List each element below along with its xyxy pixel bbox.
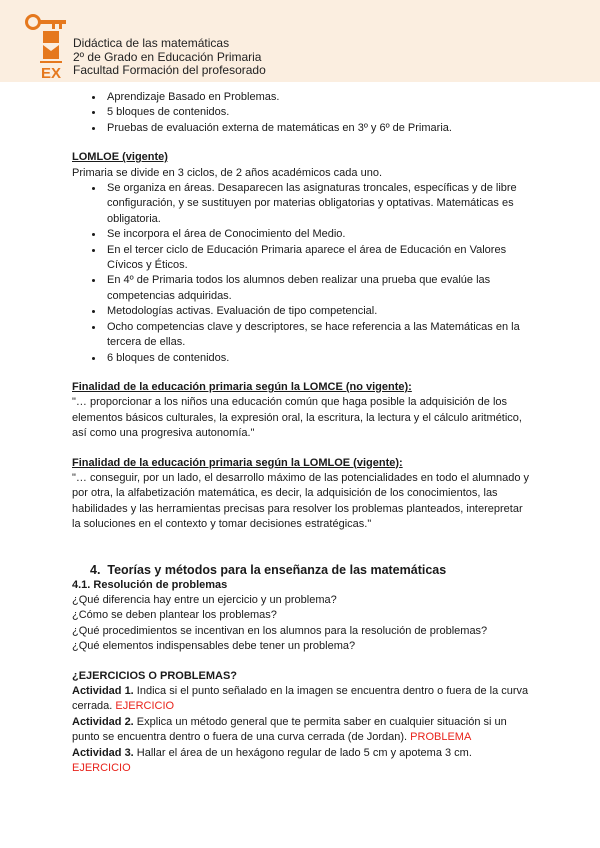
question-4: ¿Qué elementos indispensables debe tener un problema?: [72, 640, 356, 653]
activity-text: Indica si el punto señalado en la imagen se encuentra dentro o fuera de la curva cerrada.: [72, 685, 529, 713]
section-title: Teorías y métodos para la enseñanza de las matemáticas: [107, 562, 447, 577]
finalidad-lomce-quote: "… proporcionar a los niños una educación común que haga posible la adquisición de los elementos básicos culturales, la expresión oral, la escritura, la lectura y el cálculo aritmético, así como una progresiva autonomía.": [72, 396, 522, 440]
activity-2: [72, 715, 532, 746]
activity-tag: EJERCICIO: [115, 700, 175, 713]
subsection-heading: 4.1. Resolución de problemas: [72, 578, 228, 591]
lomce-list-continued: [72, 90, 532, 136]
lomloe-list: [72, 181, 532, 366]
list-item: • Se incorpora el área de Conocimiento del Medio.: [104, 227, 532, 242]
activity-tag: PROBLEMA: [410, 731, 472, 744]
faculty-name: Facultad Formación del profesorado: [73, 63, 266, 77]
finalidad-lomloe-heading: Finalidad de la educación primaria según la LOMLOE (vigente):: [72, 456, 403, 469]
section-number: 4.: [90, 562, 101, 577]
activity-text: Explica un método general que te permita saber en cualquier situación si un punto se encuentra dentro o fuera de una curva cerrada (de Jordan).: [72, 715, 507, 744]
lomloe-heading: LOMLOE (vigente): [72, 151, 168, 164]
ejercicios-heading: ¿EJERCICIOS O PROBLEMAS?: [72, 669, 238, 682]
question-3: ¿Qué procedimientos se incentivan en los alumnos para la resolución de problemas?: [72, 624, 488, 637]
list-item: • Ocho competencias clave y descriptores, se hace referencia a las Matemáticas en la tercera de ellas.: [104, 320, 532, 351]
lomloe-intro: Primaria se divide en 3 ciclos, de 2 años académicos cada uno.: [72, 166, 383, 179]
activity-3: [72, 746, 532, 777]
finalidad-lomce-heading: Finalidad de la educación primaria según la LOMCE (no vigente):: [72, 380, 412, 393]
course-title: Didáctica de las matemáticas: [73, 36, 230, 50]
list-item: • 6 bloques de contenidos.: [104, 351, 532, 366]
activity-label: Actividad 1.: [72, 685, 134, 697]
activity-label: Actividad 3.: [72, 746, 134, 759]
activity-label: Actividad 2.: [72, 715, 134, 728]
course-degree: 2º de Grado en Educación Primaria: [73, 49, 262, 64]
list-item: • Aprendizaje Basado en Problemas.: [104, 90, 532, 105]
activity-1: [72, 684, 532, 715]
list-item: • Pruebas de evaluación externa de matemáticas en 3º y 6º de Primaria.: [104, 121, 532, 136]
question-2: ¿Cómo se deben plantear los problemas?: [72, 609, 277, 622]
activity-tag: EJERCICIO: [72, 762, 131, 775]
header-text: [73, 37, 266, 78]
activity-text: Hallar el área de un hexágono regular de lado 5 cm y apotema 3 cm.: [133, 746, 472, 759]
list-item: • 5 bloques de contenidos.: [104, 105, 532, 120]
document-body: [72, 90, 532, 776]
logo-text: EX: [40, 65, 62, 80]
finalidad-lomloe-quote: "… conseguir, por un lado, el desarrollo máximo de las potencialidades en todo el alumnado y por otra, la alfabetización matemática, es decir, la adquisición de los conocimientos, las habilidades y las herramientas precisas para resolver los problemas planteados, interepretar la soluciones en el contexto y tomar decisiones estratégicas.": [72, 471, 530, 531]
university-logo: [24, 14, 68, 80]
list-item: • En 4º de Primaria todos los alumnos deben realizar una prueba que evalúe las competencias adquiridas.: [104, 273, 532, 304]
list-item: • Metodologías activas. Evaluación de tipo competencial.: [104, 304, 532, 319]
list-item: • Se organiza en áreas. Desaparecen las asignaturas troncales, específicas y de libre configuración, y se sustituyen por materias obligatorias y optativas. Matemáticas es obligatoria.: [104, 181, 532, 227]
section-4-heading: [72, 562, 532, 578]
question-1: ¿Qué diferencia hay entre un ejercicio y un problema?: [72, 593, 337, 606]
list-item: • En el tercer ciclo de Educación Primaria aparece el área de Educación en Valores Cívicos y Éticos.: [104, 243, 532, 274]
page-header: [0, 0, 600, 82]
